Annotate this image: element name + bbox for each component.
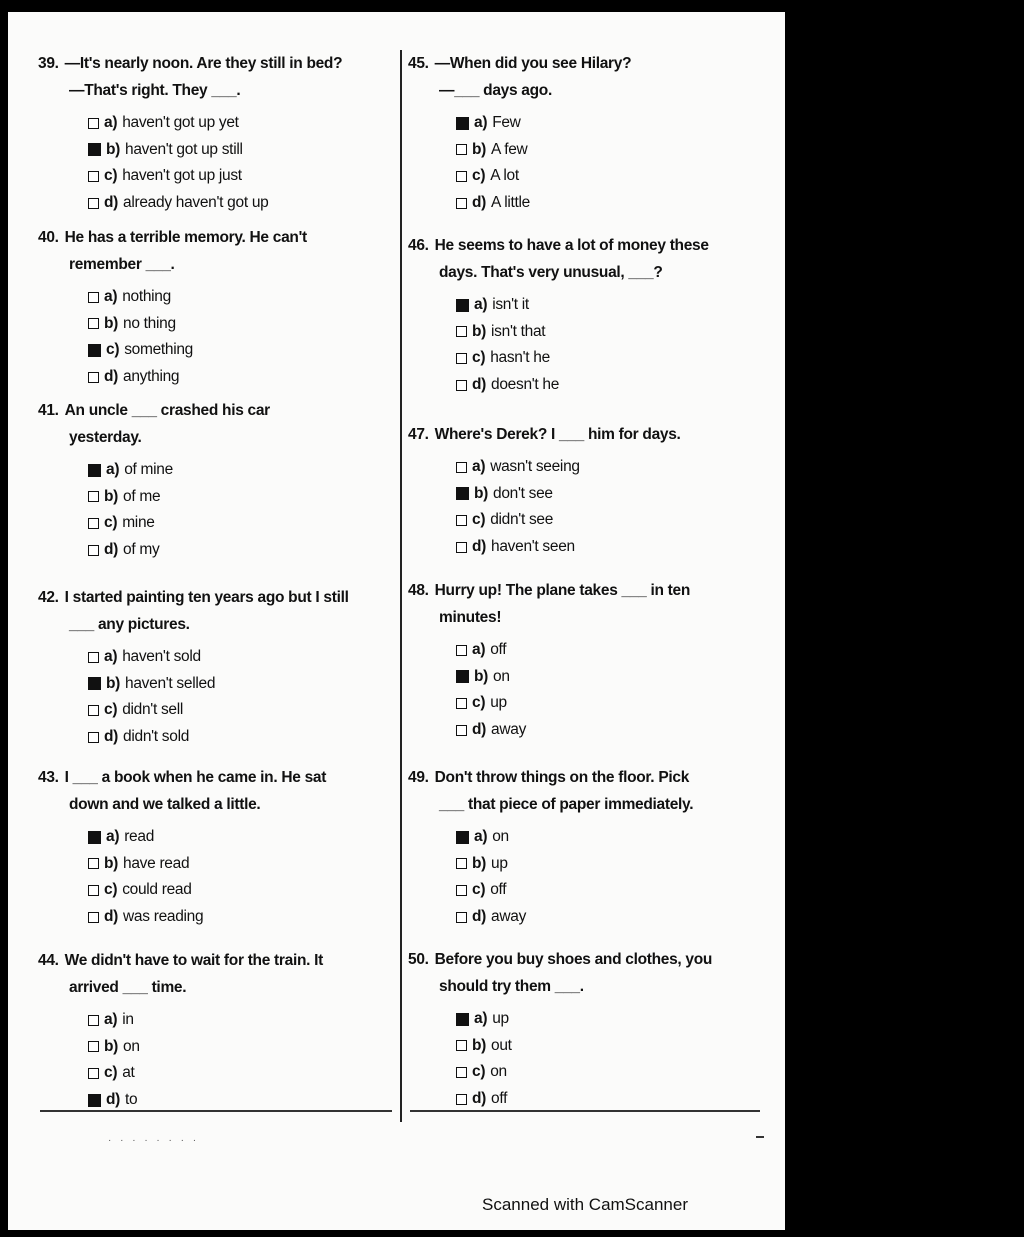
answer-option[interactable] (408, 507, 768, 534)
option-text: doesn't he (491, 376, 560, 394)
answer-option[interactable] (38, 190, 383, 217)
empty-checkbox[interactable] (456, 1040, 467, 1051)
question-stem (38, 224, 383, 251)
option-text: don't see (493, 484, 553, 502)
question-number: 41. (38, 402, 59, 419)
answer-option[interactable] (408, 372, 768, 399)
option-text: on (123, 1037, 140, 1055)
answer-options (38, 284, 383, 390)
option-letter: d) (104, 194, 119, 212)
empty-checkbox[interactable] (456, 1094, 467, 1105)
question-number: 47. (408, 426, 429, 443)
answer-option[interactable] (38, 311, 383, 338)
option-letter: b) (106, 674, 121, 692)
option-text: of me (123, 487, 161, 505)
empty-checkbox[interactable] (88, 171, 99, 182)
option-letter: c) (472, 694, 486, 712)
option-letter: d) (472, 721, 487, 739)
question-number: 40. (38, 229, 59, 246)
answer-options (408, 292, 768, 398)
option-text: didn't sell (122, 701, 184, 719)
option-text: on (492, 828, 509, 846)
option-text: of my (123, 541, 160, 559)
question-stem-continued (408, 77, 768, 104)
option-text: have read (123, 854, 190, 872)
empty-checkbox[interactable] (88, 732, 99, 743)
empty-checkbox[interactable] (456, 353, 467, 364)
answer-options (38, 1007, 383, 1113)
question-text: remember ___. (69, 256, 175, 273)
question-stem (408, 50, 768, 77)
answer-option[interactable] (38, 110, 383, 137)
checked-checkbox[interactable] (456, 117, 469, 130)
checked-checkbox[interactable] (88, 464, 101, 477)
option-text: haven't selled (125, 674, 216, 692)
answer-option[interactable] (408, 664, 768, 691)
option-letter: c) (472, 349, 486, 367)
question-text: should try them ___. (439, 978, 584, 995)
option-letter: a) (472, 458, 486, 476)
empty-checkbox[interactable] (88, 912, 99, 923)
bottom-rule-right (410, 1110, 760, 1112)
option-letter: d) (472, 538, 487, 556)
answer-option[interactable] (38, 284, 383, 311)
option-letter: b) (472, 854, 487, 872)
option-letter: b) (104, 314, 119, 332)
option-letter: c) (104, 881, 118, 899)
option-text: in (122, 1011, 134, 1029)
question-number: 39. (38, 55, 59, 72)
checked-checkbox[interactable] (88, 831, 101, 844)
option-letter: a) (104, 114, 118, 132)
option-text: mine (122, 514, 155, 532)
question-45 (408, 50, 768, 216)
empty-checkbox[interactable] (88, 1068, 99, 1079)
empty-checkbox[interactable] (88, 318, 99, 329)
question-stem (38, 947, 383, 974)
option-text: off (490, 641, 507, 659)
question-text: Before you buy shoes and clothes, you (434, 951, 713, 968)
answer-option[interactable] (408, 319, 768, 346)
answer-option[interactable] (408, 110, 768, 137)
question-40 (38, 224, 383, 390)
empty-checkbox[interactable] (88, 292, 99, 303)
option-letter: d) (472, 194, 487, 212)
question-number: 50. (408, 951, 429, 968)
option-text: A few (491, 140, 528, 158)
option-letter: d) (104, 368, 119, 386)
question-number: 43. (38, 769, 59, 786)
option-letter: a) (106, 828, 120, 846)
option-letter: c) (104, 514, 118, 532)
checked-checkbox[interactable] (456, 831, 469, 844)
answer-option[interactable] (408, 824, 768, 851)
scan-dots: · · · · · · · · (108, 1135, 200, 1146)
question-text: down and we talked a little. (69, 796, 261, 813)
answer-option[interactable] (408, 1033, 768, 1060)
option-text: on (493, 667, 510, 685)
option-letter: d) (472, 1090, 487, 1108)
answer-option[interactable] (408, 534, 768, 561)
answer-option[interactable] (38, 824, 383, 851)
option-text: something (124, 341, 194, 359)
question-50 (408, 946, 768, 1112)
question-stem (408, 946, 768, 973)
empty-checkbox[interactable] (456, 515, 467, 526)
option-letter: d) (104, 908, 119, 926)
empty-checkbox[interactable] (456, 698, 467, 709)
option-text: haven't got up just (122, 167, 242, 185)
question-stem-continued (38, 791, 383, 818)
checked-checkbox[interactable] (88, 143, 101, 156)
question-number: 48. (408, 582, 429, 599)
answer-options (408, 1006, 768, 1112)
empty-checkbox[interactable] (456, 462, 467, 473)
option-text: didn't see (490, 511, 554, 529)
option-letter: b) (104, 487, 119, 505)
option-text: away (491, 721, 527, 739)
option-text: away (491, 908, 527, 926)
answer-option[interactable] (38, 1060, 383, 1087)
empty-checkbox[interactable] (88, 118, 99, 129)
answer-option[interactable] (408, 637, 768, 664)
empty-checkbox[interactable] (456, 380, 467, 391)
empty-checkbox[interactable] (88, 491, 99, 502)
answer-options (38, 824, 383, 930)
option-text: was reading (123, 908, 204, 926)
question-stem-continued (408, 973, 768, 1000)
option-text: hasn't he (490, 349, 550, 367)
question-text: minutes! (439, 609, 502, 626)
option-text: didn't sold (123, 728, 190, 746)
option-letter: a) (474, 828, 488, 846)
question-stem (38, 397, 383, 424)
answer-option[interactable] (408, 690, 768, 717)
question-text: days. That's very unusual, ___? (439, 264, 663, 281)
question-stem-continued (408, 604, 768, 631)
question-stem (38, 764, 383, 791)
answer-option[interactable] (38, 877, 383, 904)
empty-checkbox[interactable] (456, 542, 467, 553)
option-letter: b) (474, 484, 489, 502)
empty-checkbox[interactable] (456, 144, 467, 155)
empty-checkbox[interactable] (456, 725, 467, 736)
option-text: could read (122, 881, 192, 899)
answer-option[interactable] (38, 1007, 383, 1034)
question-stem-continued (38, 251, 383, 278)
option-text: Few (492, 114, 521, 132)
checked-checkbox[interactable] (456, 299, 469, 312)
option-letter: c) (472, 167, 486, 185)
answer-option[interactable] (408, 1006, 768, 1033)
option-letter: c) (106, 341, 120, 359)
question-stem-continued (38, 77, 383, 104)
question-text: He has a terrible memory. He can't (64, 229, 307, 246)
option-letter: b) (104, 1037, 119, 1055)
question-text: We didn't have to wait for the train. It (64, 952, 324, 969)
option-text: up (490, 694, 507, 712)
question-stem-continued (38, 974, 383, 1001)
question-text: An uncle ___ crashed his car (64, 402, 270, 419)
question-stem (408, 577, 768, 604)
answer-option[interactable] (408, 454, 768, 481)
question-text: yesterday. (69, 429, 142, 446)
answer-option[interactable] (408, 345, 768, 372)
answer-option[interactable] (38, 137, 383, 164)
question-47 (408, 421, 768, 560)
option-letter: a) (474, 296, 488, 314)
question-48 (408, 577, 768, 743)
option-text: A lot (490, 167, 519, 185)
answer-option[interactable] (38, 484, 383, 511)
question-39 (38, 50, 383, 216)
answer-option[interactable] (38, 671, 383, 698)
question-number: 45. (408, 55, 429, 72)
answer-option[interactable] (408, 137, 768, 164)
option-letter: c) (472, 1063, 486, 1081)
option-text: read (124, 828, 155, 846)
question-stem-continued (408, 259, 768, 286)
question-stem-continued (38, 611, 383, 638)
option-text: at (122, 1064, 135, 1082)
option-text: out (491, 1036, 512, 1054)
option-letter: d) (104, 541, 119, 559)
answer-option[interactable] (38, 1034, 383, 1061)
answer-option[interactable] (38, 537, 383, 564)
option-letter: d) (472, 376, 487, 394)
question-text: Where's Derek? I ___ him for days. (434, 426, 681, 443)
option-letter: a) (104, 1011, 118, 1029)
empty-checkbox[interactable] (456, 198, 467, 209)
empty-checkbox[interactable] (88, 1041, 99, 1052)
answer-option[interactable] (408, 292, 768, 319)
answer-option[interactable] (408, 481, 768, 508)
empty-checkbox[interactable] (88, 372, 99, 383)
question-44 (38, 947, 383, 1113)
option-letter: c) (104, 167, 118, 185)
option-letter: b) (106, 140, 121, 158)
question-stem (408, 764, 768, 791)
answer-option[interactable] (38, 904, 383, 931)
empty-checkbox[interactable] (456, 885, 467, 896)
answer-option[interactable] (408, 877, 768, 904)
question-number: 44. (38, 952, 59, 969)
option-text: haven't got up yet (122, 114, 239, 132)
option-letter: a) (104, 288, 118, 306)
checked-checkbox[interactable] (456, 487, 469, 500)
answer-option[interactable] (38, 724, 383, 751)
option-letter: d) (104, 728, 119, 746)
option-letter: b) (472, 140, 487, 158)
answer-option[interactable] (408, 163, 768, 190)
question-stem (38, 584, 383, 611)
question-text: He seems to have a lot of money these (434, 237, 709, 254)
option-text: haven't seen (491, 538, 575, 556)
answer-option[interactable] (408, 1086, 768, 1113)
answer-options (408, 110, 768, 216)
option-letter: a) (472, 641, 486, 659)
checked-checkbox[interactable] (456, 1013, 469, 1026)
question-text: —___ days ago. (439, 82, 552, 99)
question-43 (38, 764, 383, 930)
question-41 (38, 397, 383, 563)
checked-checkbox[interactable] (88, 344, 101, 357)
answer-option[interactable] (408, 851, 768, 878)
question-stem (408, 232, 768, 259)
empty-checkbox[interactable] (456, 912, 467, 923)
option-letter: a) (474, 1010, 488, 1028)
option-letter: d) (472, 908, 487, 926)
empty-checkbox[interactable] (456, 326, 467, 337)
option-letter: a) (474, 114, 488, 132)
empty-checkbox[interactable] (88, 705, 99, 716)
option-letter: b) (472, 322, 487, 340)
question-text: —That's right. They ___. (69, 82, 241, 99)
option-text: up (491, 854, 508, 872)
question-stem-continued (38, 424, 383, 451)
empty-checkbox[interactable] (88, 1015, 99, 1026)
answer-option[interactable] (408, 190, 768, 217)
checked-checkbox[interactable] (88, 1094, 101, 1107)
answer-option[interactable] (408, 904, 768, 931)
question-46 (408, 232, 768, 398)
answer-option[interactable] (38, 851, 383, 878)
empty-checkbox[interactable] (456, 171, 467, 182)
empty-checkbox[interactable] (88, 858, 99, 869)
option-text: nothing (122, 288, 171, 306)
option-text: isn't that (491, 322, 546, 340)
option-text: wasn't seeing (490, 458, 580, 476)
empty-checkbox[interactable] (88, 518, 99, 529)
empty-checkbox[interactable] (88, 885, 99, 896)
answer-options (408, 824, 768, 930)
scan-mark (756, 1136, 764, 1138)
question-text: ___ any pictures. (69, 616, 190, 633)
option-text: of mine (124, 461, 173, 479)
option-letter: d) (106, 1091, 121, 1109)
empty-checkbox[interactable] (456, 1067, 467, 1078)
question-number: 42. (38, 589, 59, 606)
question-number: 49. (408, 769, 429, 786)
answer-options (38, 644, 383, 750)
option-text: to (125, 1091, 138, 1109)
scanned-page (8, 12, 785, 1230)
answer-option[interactable] (38, 163, 383, 190)
question-text: I ___ a book when he came in. He sat (64, 769, 327, 786)
answer-option[interactable] (38, 510, 383, 537)
option-letter: b) (474, 667, 489, 685)
question-text: Hurry up! The plane takes ___ in ten (434, 582, 691, 599)
empty-checkbox[interactable] (88, 652, 99, 663)
option-text: haven't sold (122, 648, 201, 666)
empty-checkbox[interactable] (456, 645, 467, 656)
option-letter: c) (472, 511, 486, 529)
option-text: on (490, 1063, 507, 1081)
option-text: no thing (123, 314, 176, 332)
option-text: haven't got up still (125, 140, 243, 158)
camscanner-footer: Scanned with CamScanner (482, 1195, 689, 1214)
question-stem (408, 421, 768, 448)
checked-checkbox[interactable] (88, 677, 101, 690)
question-text: arrived ___ time. (69, 979, 187, 996)
answer-option[interactable] (408, 717, 768, 744)
answer-option[interactable] (38, 644, 383, 671)
answer-option[interactable] (408, 1059, 768, 1086)
empty-checkbox[interactable] (88, 545, 99, 556)
option-text: off (490, 881, 507, 899)
bottom-rule-left (40, 1110, 392, 1112)
option-text: isn't it (492, 296, 529, 314)
empty-checkbox[interactable] (88, 198, 99, 209)
option-letter: c) (104, 1064, 118, 1082)
option-letter: a) (106, 461, 120, 479)
column-divider (400, 50, 402, 1122)
option-text: up (492, 1010, 509, 1028)
question-stem-continued (408, 791, 768, 818)
option-letter: a) (104, 648, 118, 666)
option-text: anything (123, 368, 180, 386)
answer-options (38, 457, 383, 563)
question-text: Don't throw things on the floor. Pick (434, 769, 690, 786)
option-text: A little (491, 194, 530, 212)
question-text: —When did you see Hilary? (434, 55, 632, 72)
option-text: already haven't got up (123, 194, 269, 212)
answer-option[interactable] (38, 337, 383, 364)
answer-options (408, 637, 768, 743)
answer-option[interactable] (38, 364, 383, 391)
checked-checkbox[interactable] (456, 670, 469, 683)
question-stem (38, 50, 383, 77)
option-letter: c) (104, 701, 118, 719)
answer-option[interactable] (38, 697, 383, 724)
answer-option[interactable] (38, 457, 383, 484)
option-letter: b) (104, 854, 119, 872)
question-text: ___ that piece of paper immediately. (439, 796, 694, 813)
question-42 (38, 584, 383, 750)
question-text: I started painting ten years ago but I still (64, 589, 349, 606)
option-letter: c) (472, 881, 486, 899)
empty-checkbox[interactable] (456, 858, 467, 869)
option-letter: b) (472, 1036, 487, 1054)
option-text: off (491, 1090, 508, 1108)
question-49 (408, 764, 768, 930)
question-number: 46. (408, 237, 429, 254)
answer-options (408, 454, 768, 560)
question-text: —It's nearly noon. Are they still in bed? (64, 55, 343, 72)
answer-options (38, 110, 383, 216)
